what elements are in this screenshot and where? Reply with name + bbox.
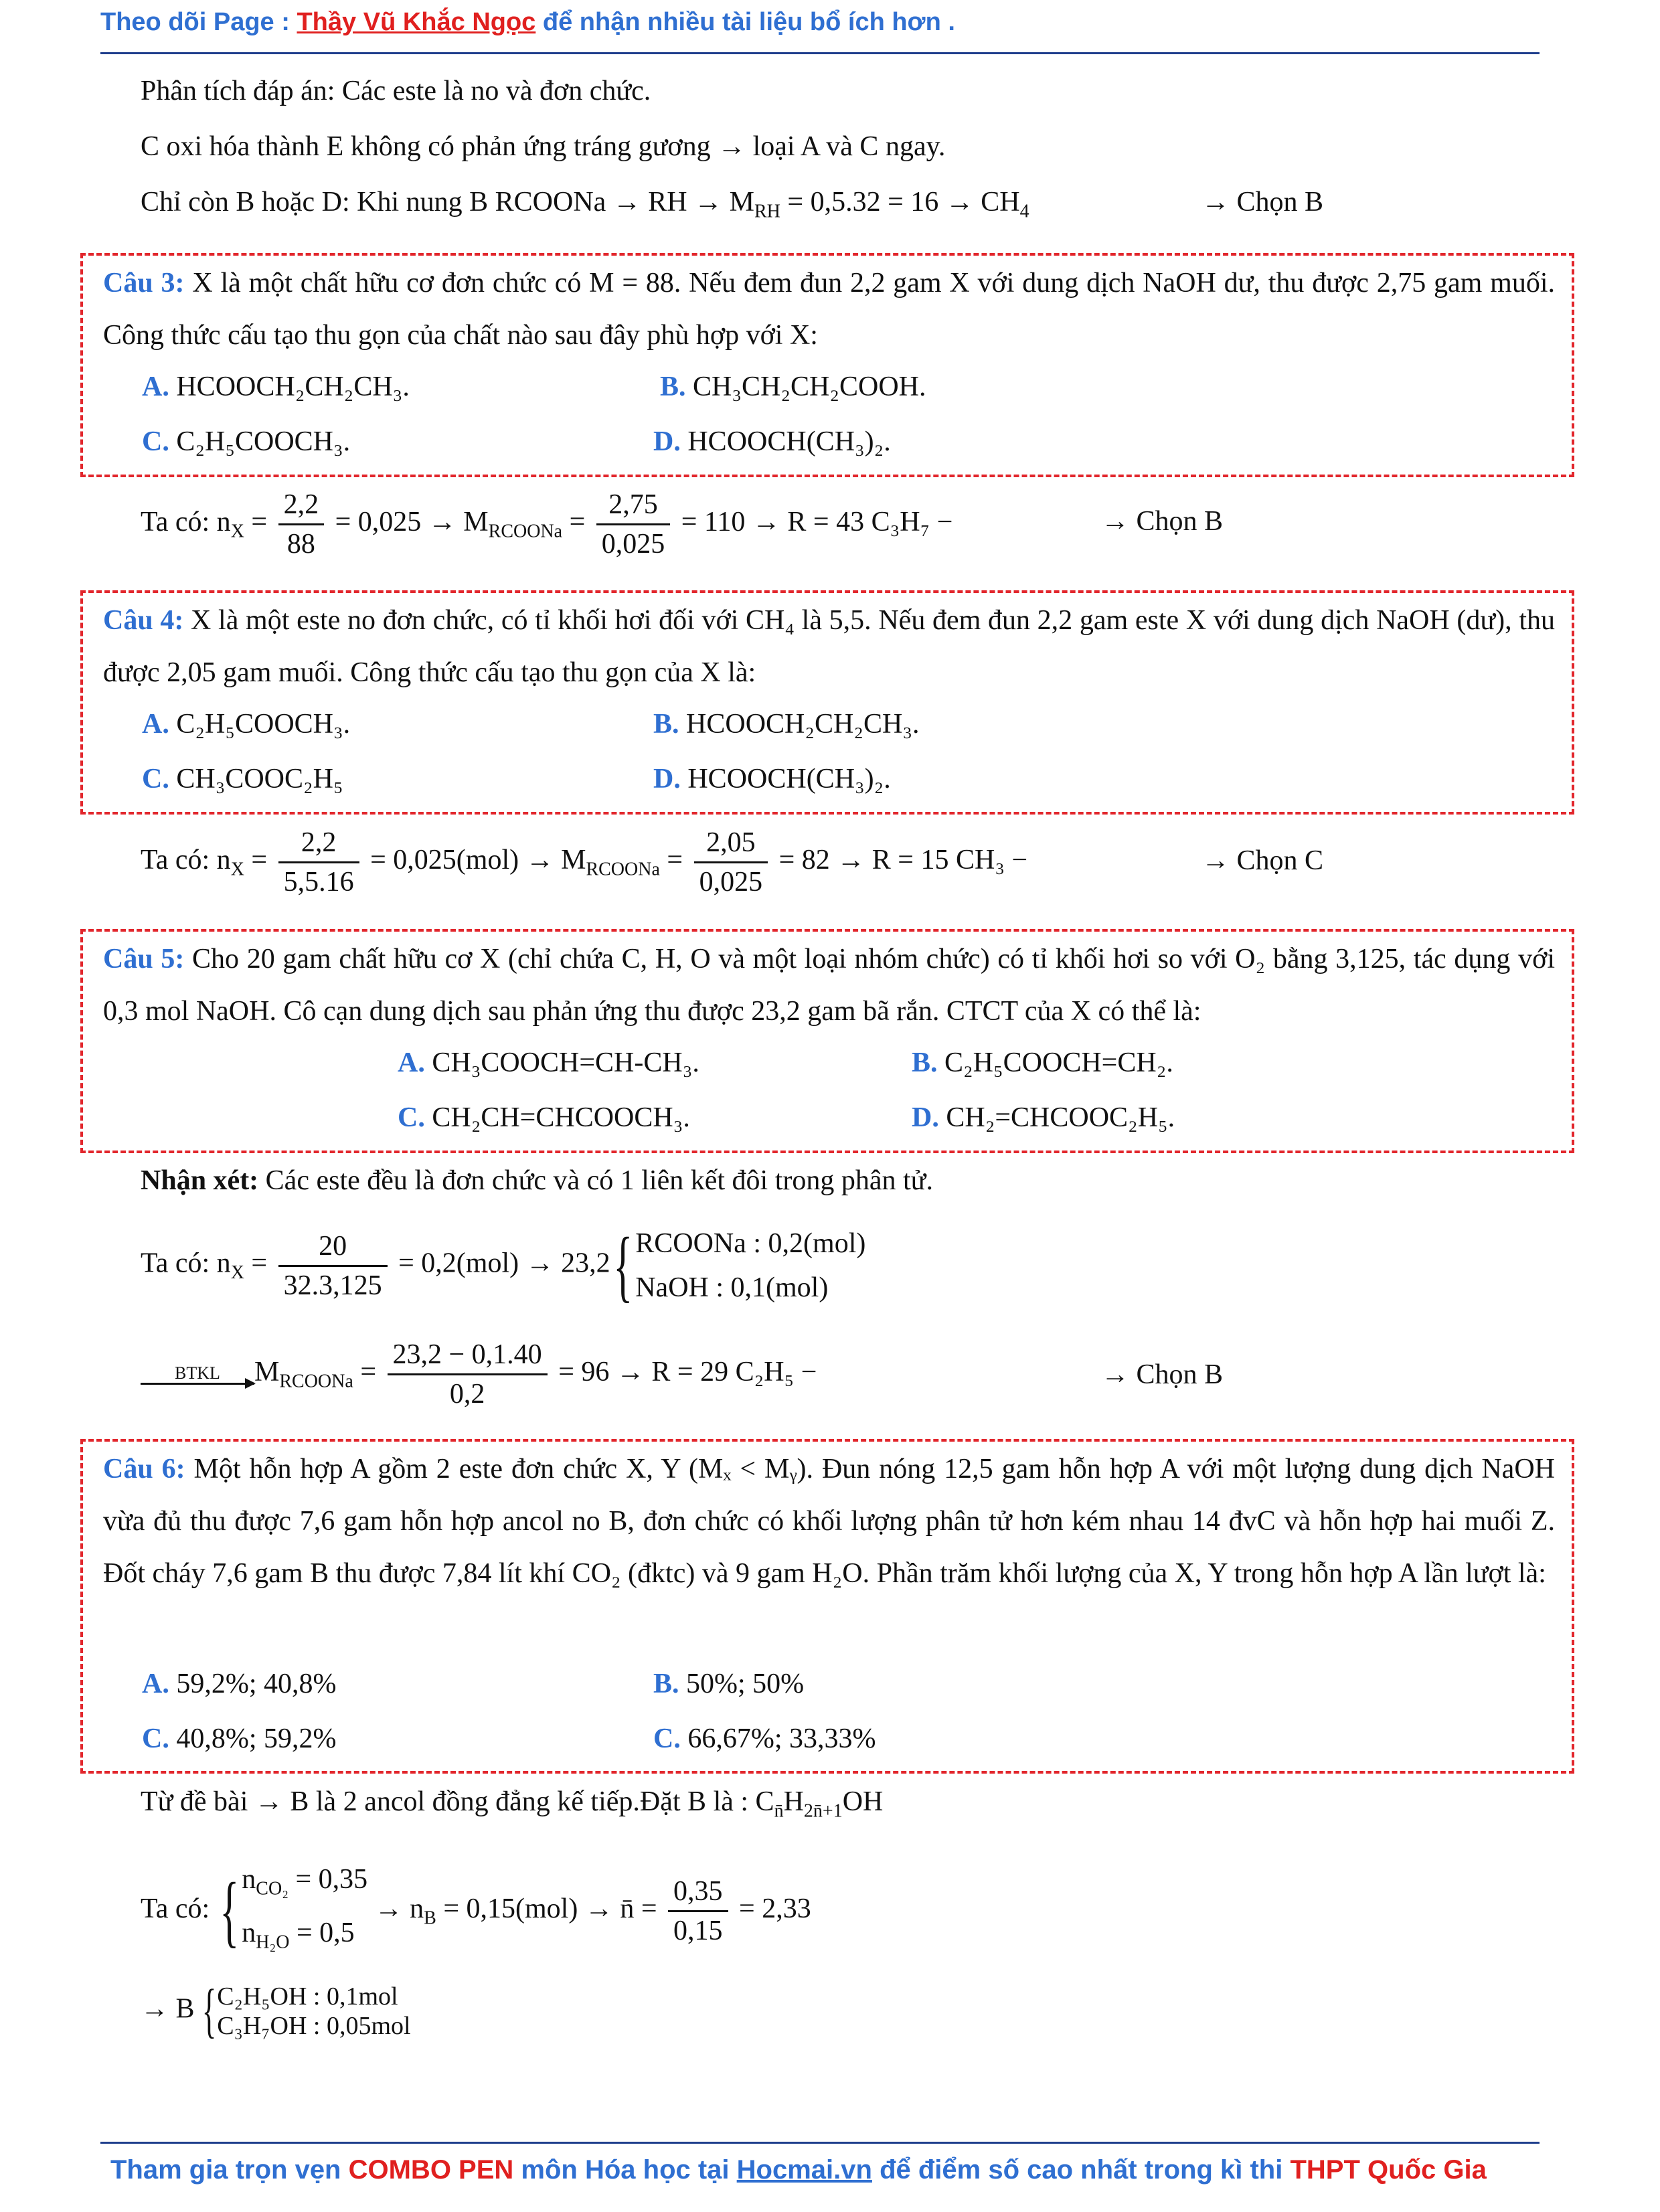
- q4-option-d[interactable]: D. HCOOCH(CH₃)₂.: [653, 764, 891, 794]
- footer-combo: COMBO PEN: [348, 2155, 514, 2185]
- q3-option-c[interactable]: C. C₂H₅COOCH₃.: [142, 426, 351, 457]
- q5-system: RCOONa : 0,2(mol) NaOH : 0,1(mol): [635, 1228, 866, 1303]
- header-suffix: để nhận nhiều tài liệu bổ ích hơn .: [535, 8, 955, 36]
- q4-option-a[interactable]: A. C₂H₅COOCH₃.: [142, 709, 351, 740]
- q5-fraction-2: $\frac{23,2 - 0,1.40}{0,2}$: [388, 1339, 548, 1410]
- q3-fraction-1: $\frac{2,2}{88}$: [278, 489, 325, 560]
- q3-fraction-2: $\frac{2,75}{0,025}$: [596, 489, 671, 560]
- intro-line-3-tail: = 0,5.32 = 16 → CH: [780, 187, 1020, 218]
- q3-option-a[interactable]: A. HCOOCH₂CH₂CH₃.: [142, 371, 410, 402]
- brace-icon: {: [201, 1978, 217, 2044]
- header-author-link[interactable]: Thầy Vũ Khắc Ngọc: [297, 8, 536, 36]
- intro-line-3: [141, 186, 1029, 222]
- q5-note: Nhận xét: Các este đều là đơn chức và có 1 liên kết đôi trong phân tử.: [141, 1165, 933, 1196]
- q4-solution: Ta có: $n_X$ = $\frac{2,2}{5,5.16}$ = $0,025(mol) \to M_{RCOONa}$ = $\frac{2,05}{0,025}$ = 82 → R = 15 CH₃ −: [141, 827, 1028, 898]
- q6-system: $n_{CO_2} = 0,35$ $n_{H_2O} = 0,5$: [242, 1864, 368, 1953]
- question-6-box: [80, 1439, 1574, 1774]
- question-3-body: X là một chất hữu cơ đơn chức có M = 88. Nếu đem đun 2,2 gam X với dung dịch NaOH dư, thu được 2,75 gam muối. Công thức cấu tạo thu gọn của chất nào sau đây phù hợp với X:: [103, 268, 1555, 351]
- q6-option-d[interactable]: C. 66,67%; 33,33%: [653, 1723, 876, 1754]
- intro-line-3-text: Chỉ còn B hoặc D: Khi nung B RCOONa → RH → M: [141, 187, 754, 218]
- q4-fraction-1: $\frac{2,2}{5,5.16}$: [278, 827, 359, 898]
- header-prefix: Theo dõi Page :: [100, 8, 297, 36]
- q5-option-b[interactable]: B. C₂H₅COOCH=CH₂.: [912, 1047, 1173, 1078]
- intro-sub-2: 4: [1019, 201, 1029, 222]
- q4-option-c[interactable]: C. CH₃COOC₂H₅: [142, 764, 343, 794]
- question-3-text: [103, 257, 1555, 361]
- q4-fraction-2: $\frac{2,05}{0,025}$: [694, 827, 768, 898]
- q6-option-b[interactable]: B. 50%; 50%: [653, 1669, 805, 1699]
- q6-option-c[interactable]: C. 40,8%; 59,2%: [142, 1723, 337, 1754]
- q5-fraction-1: $\frac{20}{32.3,125}$: [278, 1230, 388, 1302]
- brace-icon: {: [220, 1866, 239, 1956]
- q3-choose: → Chọn B: [1101, 506, 1224, 537]
- q6-fraction: $\frac{0,35}{0,15}$: [668, 1875, 728, 1947]
- btkl-arrow-icon: BTKL: [141, 1364, 254, 1385]
- question-4-text: Câu 4: X là một este no đơn chức, có tỉ khối hơi đối với CH₄ là 5,5. Nếu đem đun 2,2 gam este X với dung dịch NaOH (dư), thu được 2,05 gam muối. Công thức cấu tạo thu gọn của X là:: [103, 605, 1555, 688]
- q6-solution: Ta có: { $n_{CO_2} = 0,35$ $n_{H_2O} = 0,5$ → $n_B = 0,15(mol)$ → n̄ = $\frac{0,35}{0,15}$ = 2,33: [141, 1857, 811, 1965]
- question-6-text: Câu 6: Một hỗn hợp A gồm 2 este đơn chức X, Y (Mₓ < Mᵧ). Đun nóng 12,5 gam hỗn hợp A với một lượng dung dịch NaOH vừa đủ thu được 7,6 gam hỗn hợp ancol no B, đơn chức có khối lượng phân tử hơn kém nhau 14 đvC và hỗn hợp hai muối Z. Đốt cháy 7,6 gam B thu được 7,84 lít khí CO₂ (đktc) và 9 gam H₂O. Phần trăm khối lượng của X, Y trong hỗn hợp A lần lượt là:: [103, 1454, 1555, 1589]
- q3-option-d[interactable]: D. HCOOCH(CH₃)₂.: [653, 426, 891, 457]
- q4-choose: → Chọn C: [1201, 845, 1324, 876]
- intro-choose: → Chọn B: [1201, 187, 1324, 218]
- footer-rule: [100, 2142, 1540, 2144]
- page-footer: Tham gia trọn vẹn COMBO PEN môn Hóa học tại Hocmai.vn để điểm số cao nhất trong kì thi THPT Quốc Gia: [110, 2155, 1487, 2185]
- q6-option-a[interactable]: A. 59,2%; 40,8%: [142, 1669, 337, 1699]
- q5-solution-2: BTKL $M_{RCOONa}$ = $\frac{23,2 - 0,1.40}{0,2}$ = 96 → R = 29 C₂H₅ −: [141, 1339, 817, 1410]
- q4-option-b[interactable]: B. HCOOCH₂CH₂CH₃.: [653, 709, 920, 740]
- header-rule: [100, 52, 1540, 54]
- question-5-box: [80, 929, 1574, 1153]
- q6-conclusion-system: C₂H₅OH : 0,1mol C₃H₇OH : 0,05mol: [217, 1982, 411, 2040]
- question-4-box: [80, 590, 1574, 815]
- intro-line-2: C oxi hóa thành E không có phản ứng tráng gương → loại A và C ngay.: [141, 131, 946, 162]
- q6-line-1: Từ đề bài → B là 2 ancol đồng đẳng kế tiếp.Đặt B là : $C_{n̄}H_{2n̄+1}OH$: [141, 1786, 884, 1822]
- question-5-text: Câu 5: Cho 20 gam chất hữu cơ X (chỉ chứa C, H, O và một loại nhóm chức) có tỉ khối hơi so với O₂ bằng 3,125, tác dụng với 0,3 mol NaOH. Cô cạn dung dịch sau phản ứng thu được 23,2 gam bã rắn. CTCT của X có thể là:: [103, 944, 1555, 1027]
- brace-icon: {: [613, 1221, 633, 1310]
- question-3-label: Câu 3:: [103, 268, 185, 299]
- intro-line-1: Phân tích đáp án: Các este là no và đơn chức.: [141, 76, 651, 106]
- q5-option-c[interactable]: C. CH₂CH=CHCOOCH₃.: [398, 1102, 690, 1133]
- q3-option-b[interactable]: B. CH₃CH₂CH₂COOH.: [660, 371, 926, 402]
- q5-option-d[interactable]: D. CH₂=CHCOOC₂H₅.: [912, 1102, 1175, 1133]
- question-3-box: [80, 253, 1574, 477]
- q3-solution: Ta có: $n_X$ = $\frac{2,2}{88}$ = $0,025 \to M_{RCOONa}$ = $\frac{2,75}{0,025}$ = 110 → R = 43 C₃H₇ −: [141, 489, 953, 560]
- footer-exam: THPT Quốc Gia: [1290, 2155, 1487, 2185]
- q5-choose: → Chọn B: [1101, 1359, 1224, 1390]
- page-header: [100, 8, 955, 37]
- q5-solution-1: Ta có: $n_X$ = $\frac{20}{32.3,125}$ = 0,2(mol) → 23,2{ RCOONa : 0,2(mol) NaOH : 0,1(mol): [141, 1221, 866, 1310]
- q6-conclusion: → B { C₂H₅OH : 0,1mol C₃H₇OH : 0,05mol: [141, 1978, 411, 2044]
- intro-sub: RH: [754, 201, 780, 222]
- footer-site-link[interactable]: Hocmai.vn: [736, 2155, 872, 2185]
- q5-option-a[interactable]: A. CH₃COOCH=CH-CH₃.: [398, 1047, 699, 1078]
